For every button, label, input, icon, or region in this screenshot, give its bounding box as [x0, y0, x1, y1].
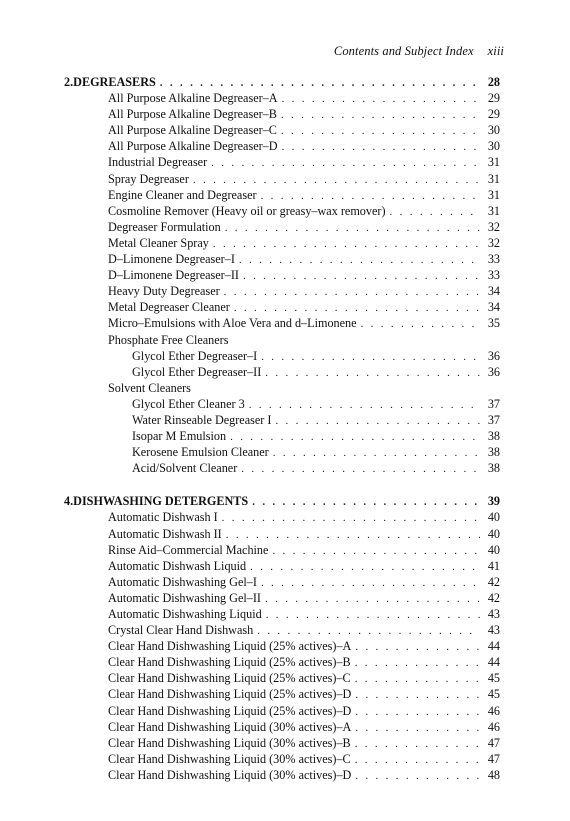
section-title: DEGREASERS	[73, 75, 156, 89]
entry-page-number: 43	[487, 607, 500, 621]
toc-entry[interactable]	[64, 558, 500, 574]
entry-page-number: 38	[487, 445, 500, 460]
entry-title: Micro–Emulsions with Aloe Vera and d–Limonene	[108, 316, 357, 331]
entry-title: Cosmoline Remover (Heavy oil or greasy–wax remover)	[108, 203, 386, 218]
leader-dots	[243, 268, 480, 284]
entry-page-number: 45	[487, 687, 500, 702]
toc-section	[64, 74, 500, 476]
entry-page-number: 32	[487, 219, 500, 234]
toc-entry[interactable]	[64, 412, 500, 428]
entry-page-number: 34	[487, 284, 500, 299]
entry-page-number: 29	[487, 107, 500, 122]
toc-entry[interactable]	[64, 364, 500, 380]
leader-dots	[355, 687, 480, 703]
entry-title: Clear Hand Dishwashing Liquid (30% actives)–D	[108, 767, 352, 782]
entry-title: Industrial Degreaser	[108, 155, 208, 170]
leader-dots	[160, 75, 480, 91]
entry-title: Isopar M Emulsion	[132, 429, 227, 444]
leader-dots	[261, 575, 480, 591]
leader-dots	[275, 413, 480, 429]
entry-title: Clear Hand Dishwashing Liquid (30% actives)–C	[108, 751, 351, 766]
leader-dots	[272, 543, 480, 559]
section-page-number: 28	[487, 75, 500, 89]
entry-page-number: 31	[487, 203, 500, 218]
leader-dots	[222, 510, 480, 526]
toc-entry[interactable]	[64, 396, 500, 412]
toc-entry[interactable]	[64, 542, 500, 558]
entry-title: Automatic Dishwashing Gel–I	[108, 574, 257, 589]
toc-entry[interactable]	[64, 735, 500, 751]
toc-entry[interactable]	[64, 509, 500, 525]
entry-title: Clear Hand Dishwashing Liquid (30% actives)–A	[108, 719, 352, 734]
leader-dots	[224, 284, 480, 300]
leader-dots	[213, 236, 480, 252]
entry-page-number: 34	[487, 300, 500, 315]
entry-title: All Purpose Alkaline Degreaser–C	[108, 123, 277, 138]
entry-title: Clear Hand Dishwashing Liquid (30% actives)–B	[108, 735, 351, 750]
leader-dots	[355, 639, 480, 655]
toc-entry[interactable]	[64, 348, 500, 364]
toc-entry[interactable]	[64, 460, 500, 476]
leader-dots	[249, 397, 480, 413]
entry-title: Rinse Aid–Commercial Machine	[108, 542, 269, 557]
toc-entry[interactable]	[64, 703, 500, 719]
section-heading[interactable]	[64, 493, 500, 509]
toc-entry[interactable]	[64, 122, 500, 138]
entry-title: Heavy Duty Degreaser	[108, 284, 220, 299]
entry-page-number: 47	[487, 751, 500, 766]
toc-entry[interactable]	[64, 444, 500, 460]
toc-entry[interactable]	[64, 315, 500, 331]
entry-page-number: 36	[487, 348, 500, 363]
toc-entry[interactable]	[64, 138, 500, 154]
entry-title: Water Rinseable Degreaser I	[132, 412, 272, 427]
toc-entry[interactable]	[64, 203, 500, 219]
entry-title: Clear Hand Dishwashing Liquid (25% actives)–C	[108, 671, 351, 686]
leader-dots	[225, 220, 480, 236]
toc-entry[interactable]	[64, 283, 500, 299]
leader-dots	[281, 123, 480, 139]
entry-page-number: 43	[487, 623, 500, 638]
toc-entry[interactable]	[64, 299, 500, 315]
entry-page-number: 40	[487, 510, 500, 525]
toc-entry[interactable]	[64, 670, 500, 686]
entry-page-number: 45	[487, 671, 500, 686]
entry-page-number: 44	[487, 655, 500, 670]
section-title: DISHWASHING DETERGENTS	[73, 494, 249, 509]
leader-dots	[355, 720, 480, 736]
running-head-page-number: xiii	[487, 44, 504, 58]
entry-title: Clear Hand Dishwashing Liquid (25% actives)–D	[108, 703, 352, 718]
section-page-number: 39	[487, 494, 500, 509]
toc-entry[interactable]	[64, 606, 500, 622]
entry-page-number: 42	[487, 574, 500, 589]
entry-page-number: 38	[487, 429, 500, 444]
entry-page-number: 40	[487, 542, 500, 557]
entry-page-number: 40	[487, 526, 500, 541]
entry-page-number: 31	[487, 187, 500, 202]
toc-entry[interactable]	[64, 574, 500, 590]
entry-title: Metal Degreaser Cleaner	[108, 300, 230, 315]
leader-dots	[234, 300, 480, 316]
toc-subheading	[64, 380, 500, 396]
entry-page-number: 32	[487, 235, 500, 250]
toc-entry[interactable]	[64, 686, 500, 702]
leader-dots	[266, 607, 480, 623]
entry-title: Acid/Solvent Cleaner	[132, 461, 238, 476]
entry-page-number: 31	[487, 155, 500, 170]
entry-title: All Purpose Alkaline Degreaser–D	[108, 139, 278, 154]
entry-title: Degreaser Formulation	[108, 219, 221, 234]
entry-title: Automatic Dishwashing Gel–II	[108, 590, 261, 605]
entry-page-number: 31	[487, 171, 500, 186]
entry-page-number: 41	[487, 558, 500, 573]
leader-dots	[226, 527, 480, 543]
entry-title: Kerosene Emulsion Cleaner	[132, 445, 269, 460]
leader-dots	[355, 736, 480, 752]
toc-entry[interactable]	[64, 267, 500, 283]
leader-dots	[273, 445, 480, 461]
entry-title: Engine Cleaner and Degreaser	[108, 187, 257, 202]
section-number: 2.	[64, 75, 74, 89]
entry-page-number: 46	[487, 703, 500, 718]
toc-entry[interactable]	[64, 767, 500, 783]
toc-entry[interactable]	[64, 654, 500, 670]
entry-title: Automatic Dishwash I	[108, 510, 218, 525]
toc-entry[interactable]	[64, 719, 500, 735]
leader-dots	[281, 107, 480, 123]
leader-dots	[282, 139, 480, 155]
running-head	[334, 44, 504, 59]
leader-dots	[257, 623, 480, 639]
entry-page-number: 38	[487, 461, 500, 476]
entry-page-number: 37	[487, 412, 500, 427]
entry-page-number: 46	[487, 719, 500, 734]
entry-title: Glycol Ether Cleaner 3	[132, 396, 245, 411]
entry-title: D–Limonene Degreaser–II	[108, 268, 239, 283]
entry-page-number: 42	[487, 590, 500, 605]
toc-entry[interactable]	[64, 251, 500, 267]
entry-page-number: 30	[487, 139, 500, 154]
toc-entry[interactable]	[64, 187, 500, 203]
entry-title: Clear Hand Dishwashing Liquid (25% actives)–D	[108, 687, 352, 702]
leader-dots	[250, 559, 480, 575]
entry-title: Glycol Ether Degreaser–I	[132, 348, 258, 363]
toc-subheading	[64, 332, 500, 348]
entry-title: Automatic Dishwashing Liquid	[108, 607, 262, 621]
section-number: 4.	[64, 494, 74, 509]
entry-title: Phosphate Free Cleaners	[108, 332, 229, 347]
entry-title: Glycol Ether Degreaser–II	[132, 364, 262, 379]
leader-dots	[211, 155, 480, 171]
entry-title: D–Limonene Degreaser–I	[108, 252, 235, 267]
table-of-contents	[64, 74, 500, 800]
entry-title: Automatic Dishwash Liquid	[108, 558, 247, 573]
toc-entry[interactable]	[64, 171, 500, 187]
running-head-title: Contents and Subject Index	[333, 44, 474, 58]
entry-title: All Purpose Alkaline Degreaser–B	[108, 107, 277, 122]
entry-page-number: 47	[487, 735, 500, 750]
toc-entry[interactable]	[64, 235, 500, 251]
entry-title: Automatic Dishwash II	[108, 526, 222, 541]
leader-dots	[361, 316, 480, 332]
leader-dots	[355, 671, 480, 687]
leader-dots	[239, 252, 480, 268]
toc-entry[interactable]	[64, 106, 500, 122]
entry-page-number: 35	[487, 316, 500, 331]
entry-title: Spray Degreaser	[108, 171, 189, 186]
entry-page-number: 33	[487, 268, 500, 283]
entry-page-number: 36	[487, 364, 500, 379]
toc-entry[interactable]	[64, 219, 500, 235]
entry-title: Crystal Clear Hand Dishwash	[108, 623, 254, 638]
entry-page-number: 29	[487, 91, 500, 106]
entry-title: All Purpose Alkaline Degreaser–A	[108, 91, 278, 106]
leader-dots	[261, 188, 480, 204]
leader-dots	[355, 704, 480, 720]
toc-entry[interactable]	[64, 428, 500, 444]
toc-entry[interactable]	[64, 590, 500, 606]
toc-entry[interactable]	[64, 751, 500, 767]
toc-entry[interactable]	[64, 90, 500, 106]
leader-dots	[193, 172, 480, 188]
leader-dots	[355, 655, 480, 671]
toc-entry[interactable]	[64, 154, 500, 170]
entry-page-number: 33	[487, 252, 500, 267]
entry-page-number: 37	[487, 396, 500, 411]
entry-page-number: 30	[487, 123, 500, 138]
entry-title: Clear Hand Dishwashing Liquid (25% actives)–A	[108, 639, 352, 654]
entry-title: Solvent Cleaners	[108, 380, 191, 395]
leader-dots	[390, 204, 480, 220]
leader-dots	[355, 768, 480, 784]
entry-title: Clear Hand Dishwashing Liquid (25% actives)–B	[108, 655, 351, 670]
section-heading[interactable]	[64, 74, 500, 90]
entry-page-number: 48	[487, 767, 500, 782]
leader-dots	[265, 365, 480, 381]
leader-dots	[282, 91, 480, 107]
entry-title: Metal Cleaner Spray	[108, 235, 209, 250]
toc-entry[interactable]	[64, 622, 500, 638]
leader-dots	[355, 752, 480, 768]
toc-entry[interactable]	[64, 526, 500, 542]
leader-dots	[230, 429, 480, 445]
toc-entry[interactable]	[64, 638, 500, 654]
leader-dots	[265, 591, 480, 607]
leader-dots	[241, 461, 480, 477]
leader-dots	[261, 349, 480, 365]
entry-page-number: 44	[487, 639, 500, 654]
toc-section	[64, 493, 500, 783]
leader-dots	[252, 494, 480, 510]
